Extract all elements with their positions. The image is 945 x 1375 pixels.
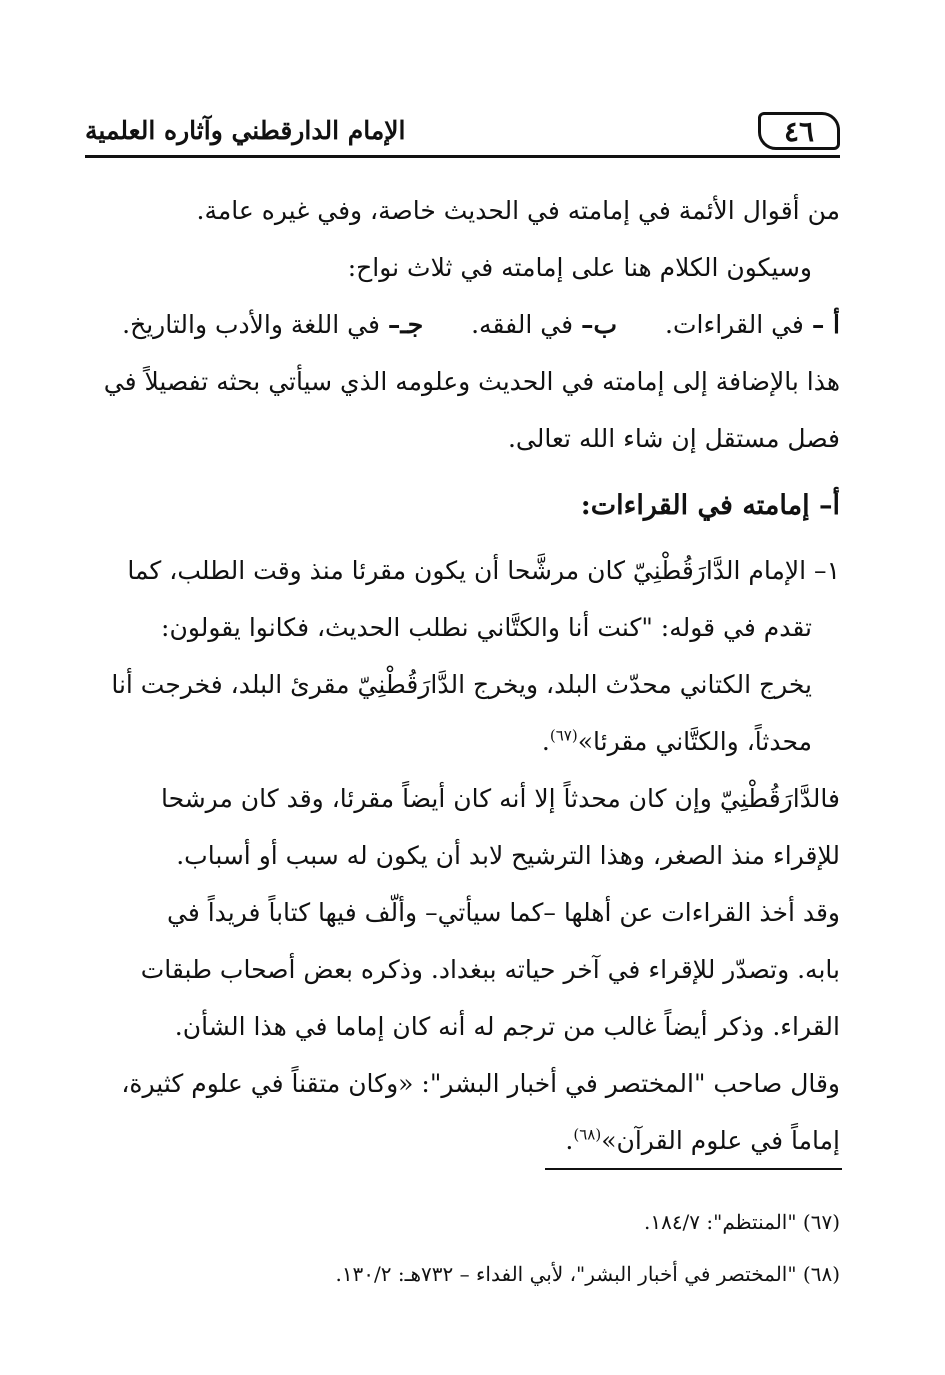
text-line: وقال صاحب "المختصر في أخبار البشر": «وكان متقناً في علوم كثيرة، <box>121 1069 840 1098</box>
paragraph-4 <box>90 353 840 467</box>
footnote-ref: (٦٨) <box>573 1125 602 1144</box>
paragraph-5 <box>90 542 840 770</box>
footnote-rule <box>545 1168 842 1170</box>
text-line: فالدَّارَقُطْنِيّ وإن كان محدثاً إلا أنه كان أيضاً مقرئا، وقد كان مرشحا <box>160 784 840 813</box>
text-line: فصل مستقل إن شاء الله تعالى. <box>507 424 840 453</box>
text-line: إماماً في علوم القرآن»$^{(٦٨)}$. <box>565 1125 840 1155</box>
section-heading: أ– إمامته في القراءات: <box>580 490 840 521</box>
text-line: للإقراء منذ الصغر، وهذا الترشيح لابد أن يكون له سبب أو أسباب. <box>176 841 840 870</box>
footnote-68: (٦٨) "المختصر في أخبار البشر"، لأبي الفداء – ٧٣٢هـ: ١٣٠/٢. <box>335 1262 840 1286</box>
page-header <box>85 112 840 158</box>
text-line: القراء. وذكر أيضاً غالب من ترجم له أنه كان إماما في هذا الشأن. <box>174 1012 840 1041</box>
footnote-67: (٦٧) "المنتظم": ١٨٤/٧. <box>643 1210 840 1234</box>
text-line: وسيكون الكلام هنا على إمامته في ثلاث نواح: <box>347 253 812 282</box>
paragraph-2 <box>90 239 840 296</box>
footnotes <box>90 1196 840 1300</box>
text-line: يخرج الكتاني محدّث البلد، ويخرج الدَّارَقُطْنِيّ مقرئ البلد، فخرجت أنا <box>111 670 812 699</box>
text-line: من أقوال الأئمة في إمامته في الحديث خاصة، وفي غيره عامة. <box>196 196 840 225</box>
running-title: الإمام الدارقطني وآثاره العلمية <box>85 116 406 145</box>
text-line: ١– الإمام الدَّارَقُطْنِيّ كان مرشَّحا أن يكون مقرئا منذ وقت الطلب، كما <box>127 556 840 585</box>
text-fragment: محدثاً، والكتَّاني مقرئا» <box>577 727 812 756</box>
text-line: هذا بالإضافة إلى إمامته في الحديث وعلومه الذي سيأتي بحثه تفصيلاً في <box>103 367 840 396</box>
footnote-ref: (٦٧) <box>549 726 578 745</box>
text-line: محدثاً، والكتَّاني مقرئا»$^{(٦٧)}$. <box>541 726 812 756</box>
paragraph-6 <box>90 770 840 884</box>
label-a: أ – <box>811 310 840 339</box>
topics-line <box>90 296 840 353</box>
text-line: تقدم في قوله: "كنت أنا والكتَّاني نطلب الحديث، فكانوا يقولون: <box>161 613 812 642</box>
paragraph-3 <box>90 296 840 353</box>
label-c: جـ– <box>387 310 424 339</box>
topic-a: في القراءات. <box>665 310 804 339</box>
label-b: ب– <box>581 310 618 339</box>
text-line: بابه. وتصدّر للإقراء في آخر حياته ببغداد. وذكره بعض أصحاب طبقات <box>140 955 840 984</box>
page-number: ٤٦ <box>758 112 840 150</box>
topic-b: في الفقه. <box>471 310 574 339</box>
text-line: وقد أخذ القراءات عن أهلها –كما سيأتي– وألّف فيها كتاباً فريداً في <box>167 898 840 927</box>
paragraph-8 <box>90 1055 840 1169</box>
main-text <box>90 182 840 1169</box>
paragraph-7 <box>90 884 840 1055</box>
text-fragment: إماماً في علوم القرآن» <box>601 1126 840 1155</box>
header-rule <box>85 155 840 158</box>
paragraph-1 <box>90 182 840 239</box>
topic-c: في اللغة والأدب والتاريخ. <box>122 310 380 339</box>
